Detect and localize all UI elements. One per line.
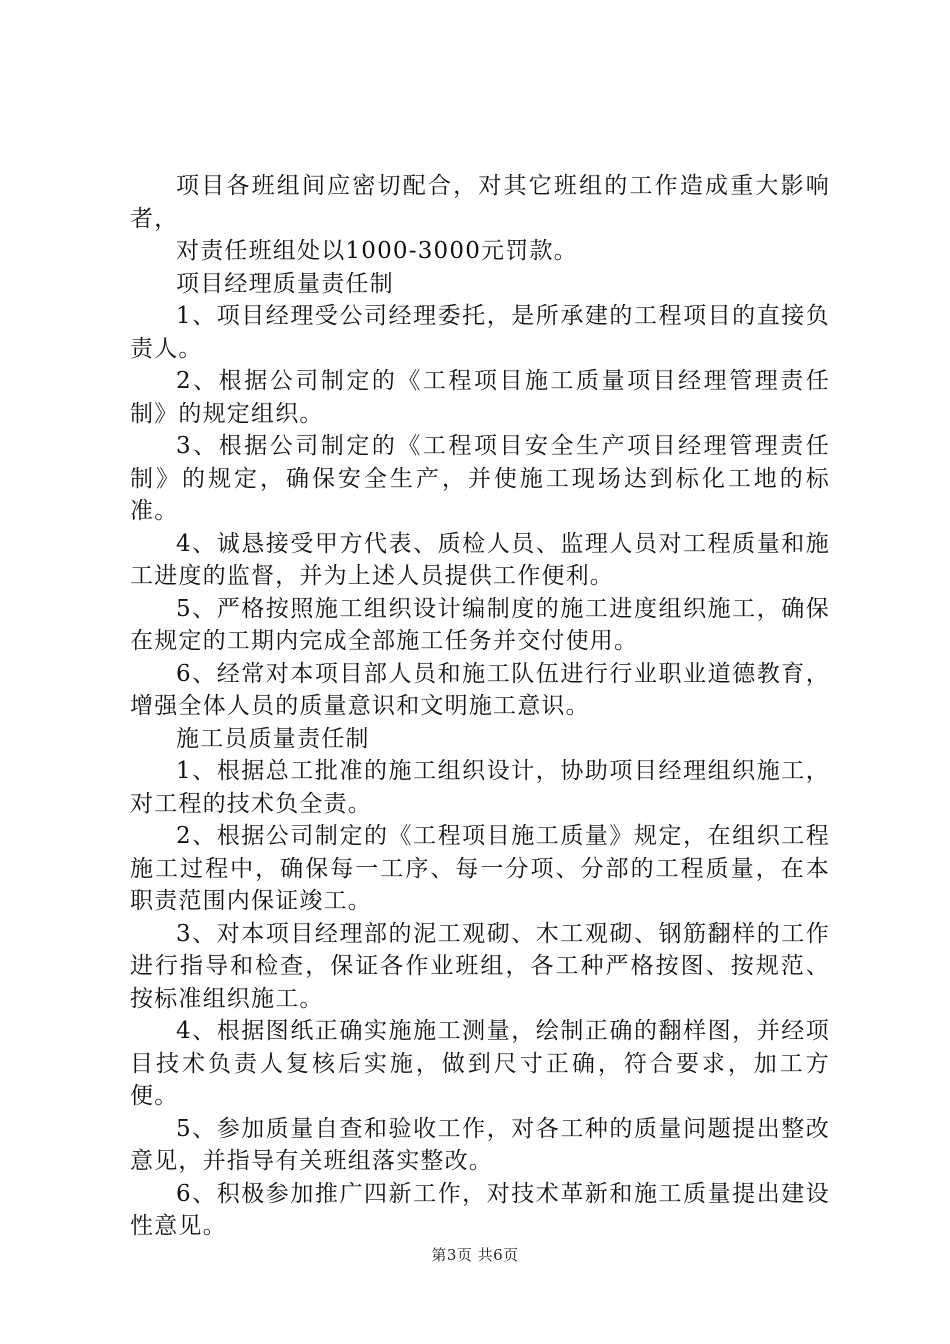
paragraph-cw-3: 3、对本项目经理部的泥工观砌、木工观砌、钢筋翻样的工作进行指导和检查，保证各作业班组，各工种严格按图、按规范、按标准组织施工。 xyxy=(130,920,830,1012)
paragraph-pm-5: 5、严格按照施工组织设计编制度的施工进度组织施工，确保在规定的工期内完成全部施工任务并交付使用。 xyxy=(130,595,830,654)
paragraph-pm-4: 4、诚恳接受甲方代表、质检人员、监理人员对工程质量和施工进度的监督，并为上述人员提供工作便利。 xyxy=(130,530,830,589)
paragraph-1: 项目各班组间应密切配合，对其它班组的工作造成重大影响者， xyxy=(130,173,830,232)
paragraph-cw-2: 2、根据公司制定的《工程项目施工质量》规定，在组织工程施工过程中，确保每一工序、每一分项、分部的工程质量，在本职责范围内保证竣工。 xyxy=(130,823,830,914)
paragraph-cw-5: 5、参加质量自查和验收工作，对各工种的质量问题提出整改意见，并指导有关班组落实整改。 xyxy=(130,1115,830,1174)
paragraph-cw-1: 1、根据总工批准的施工组织设计，协助项目经理组织施工，对工程的技术负全责。 xyxy=(130,758,830,817)
paragraph-cw-6: 6、积极参加推广四新工作，对技术革新和施工质量提出建设性意见。 xyxy=(130,1180,830,1239)
paragraph-pm-2: 2、根据公司制定的《工程项目施工质量项目经理管理责任制》的规定组织。 xyxy=(130,368,830,427)
paragraph-cw-4: 4、根据图纸正确实施施工测量，绘制正确的翻样图，并经项目技术负责人复核后实施，做到尺寸正确，符合要求，加工方便。 xyxy=(130,1018,830,1109)
page-number-footer: 第3页 共6页 xyxy=(431,1246,519,1264)
paragraph-pm-1: 1、项目经理受公司经理委托，是所承建的工程项目的直接负责人。 xyxy=(130,303,830,362)
document-body xyxy=(130,170,830,1243)
paragraph-pm-3: 3、根据公司制定的《工程项目安全生产项目经理管理责任制》的规定，确保安全生产，并使施工现场达到标化工地的标准。 xyxy=(130,433,830,524)
paragraph-2: 对责任班组处以1000-3000元罚款。 xyxy=(176,238,578,264)
paragraph-pm-6: 6、经常对本项目部人员和施工队伍进行行业职业道德教育，增强全体人员的质量意识和文明施工意识。 xyxy=(130,660,830,719)
section-heading-construction-worker: 施工员质量责任制 xyxy=(176,725,370,752)
section-heading-project-manager: 项目经理质量责任制 xyxy=(176,270,394,297)
